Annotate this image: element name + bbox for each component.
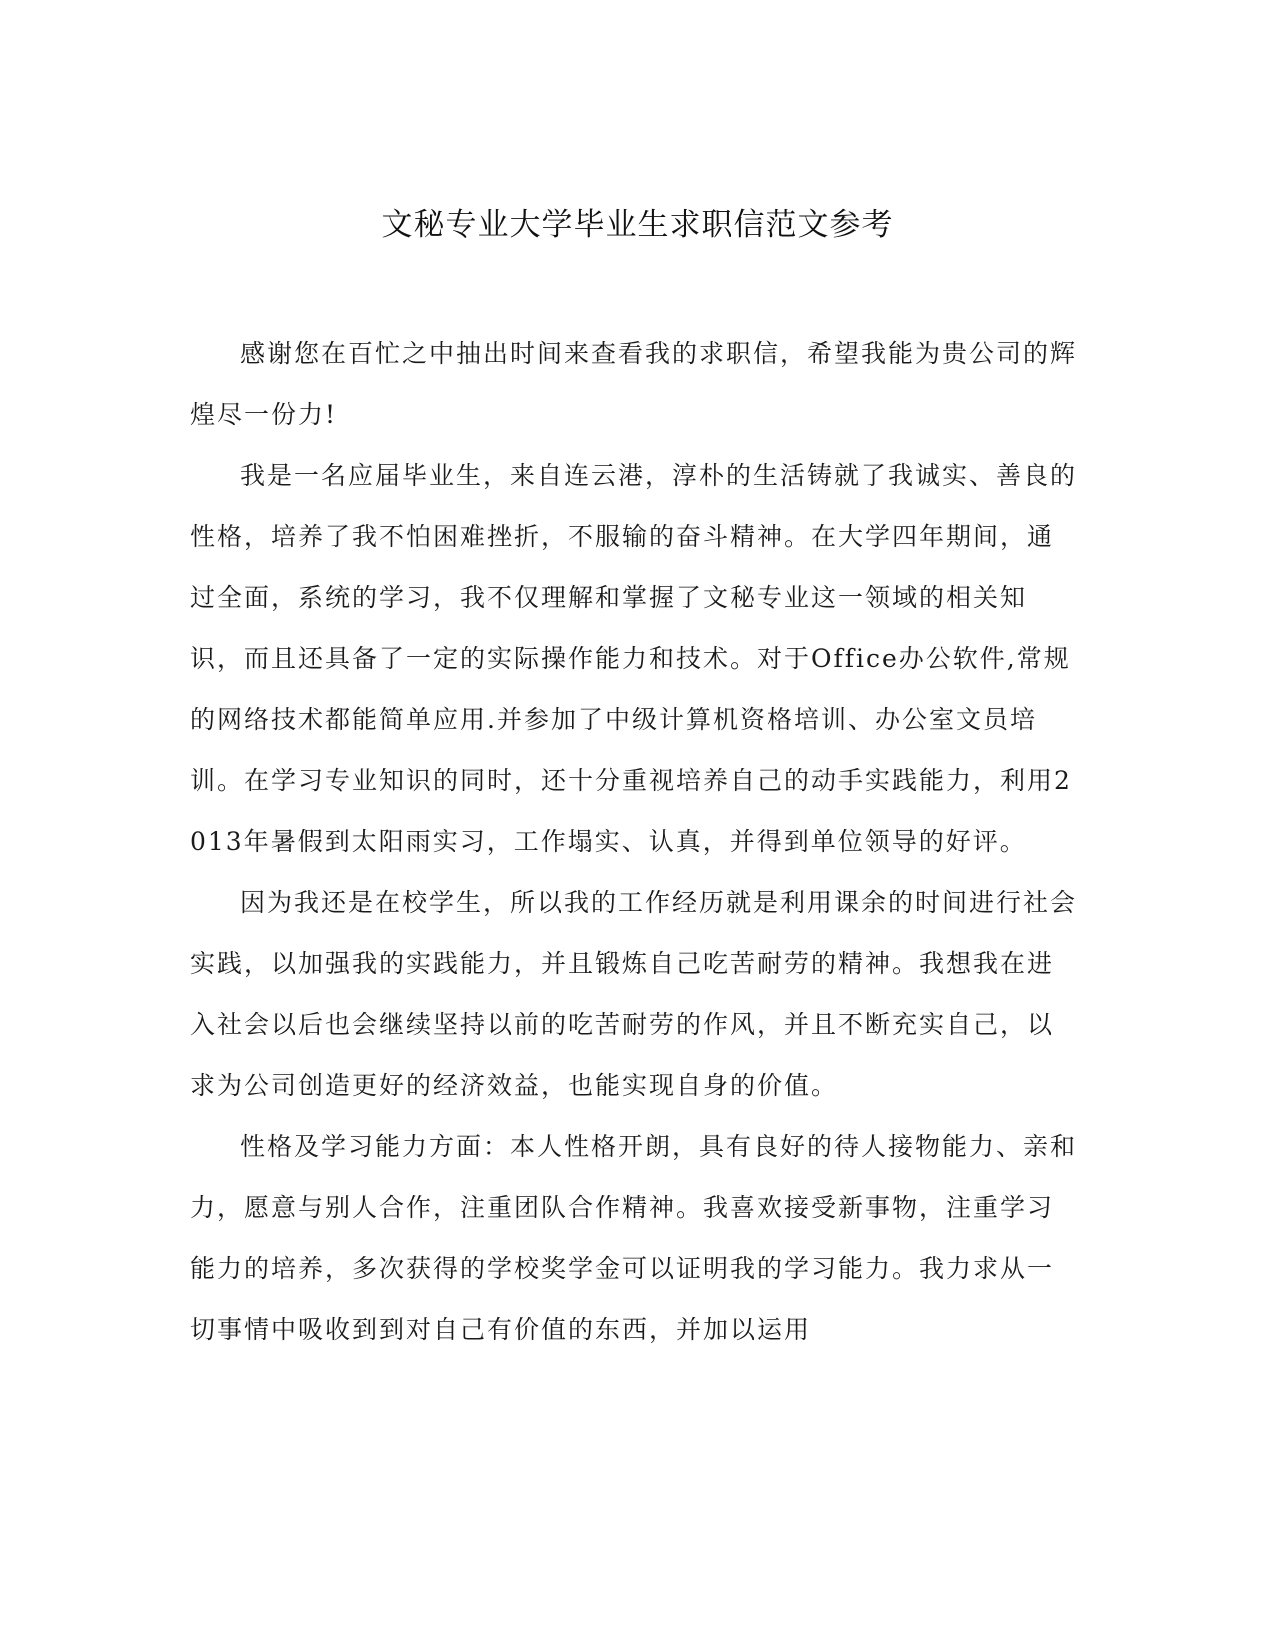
paragraph-intro: 感谢您在百忙之中抽出时间来查看我的求职信，希望我能为贵公司的辉煌尽一份力!	[190, 339, 1078, 429]
paragraph-personality: 性格及学习能力方面：本人性格开朗，具有良好的待人接物能力、亲和力，愿意与别人合作，注重团队合作精神。我喜欢接受新事物，注重学习能力的培养，多次获得的学校奖学金可以证明我的学习能力。我力求从一切事情中吸收到到对自己有价值的东西，并加以运用	[190, 1132, 1078, 1344]
document-title: 文秘专业大学毕业生求职信范文参考	[381, 207, 894, 243]
paragraph-experience: 因为我还是在校学生，所以我的工作经历就是利用课余的时间进行社会实践，以加强我的实践能力，并且锻炼自己吃苦耐劳的精神。我想我在进入社会以后也会继续坚持以前的吃苦耐劳的作风，并且不断充实自己，以求为公司创造更好的经济效益，也能实现自身的价值。	[190, 888, 1078, 1100]
document-body	[190, 323, 1080, 1360]
paragraph-background: 我是一名应届毕业生，来自连云港，淳朴的生活铸就了我诚实、善良的性格，培养了我不怕困难挫折，不服输的奋斗精神。在大学四年期间，通过全面，系统的学习，我不仅理解和掌握了文秘专业这一领域的相关知识，而且还具备了一定的实际操作能力和技术。对于Office办公软件,常规的网络技术都能简单应用.并参加了中级计算机资格培训、办公室文员培训。在学习专业知识的同时，还十分重视培养自己的动手实践能力，利用2013年暑假到太阳雨实习，工作塌实、认真，并得到单位领导的好评。	[190, 461, 1078, 856]
